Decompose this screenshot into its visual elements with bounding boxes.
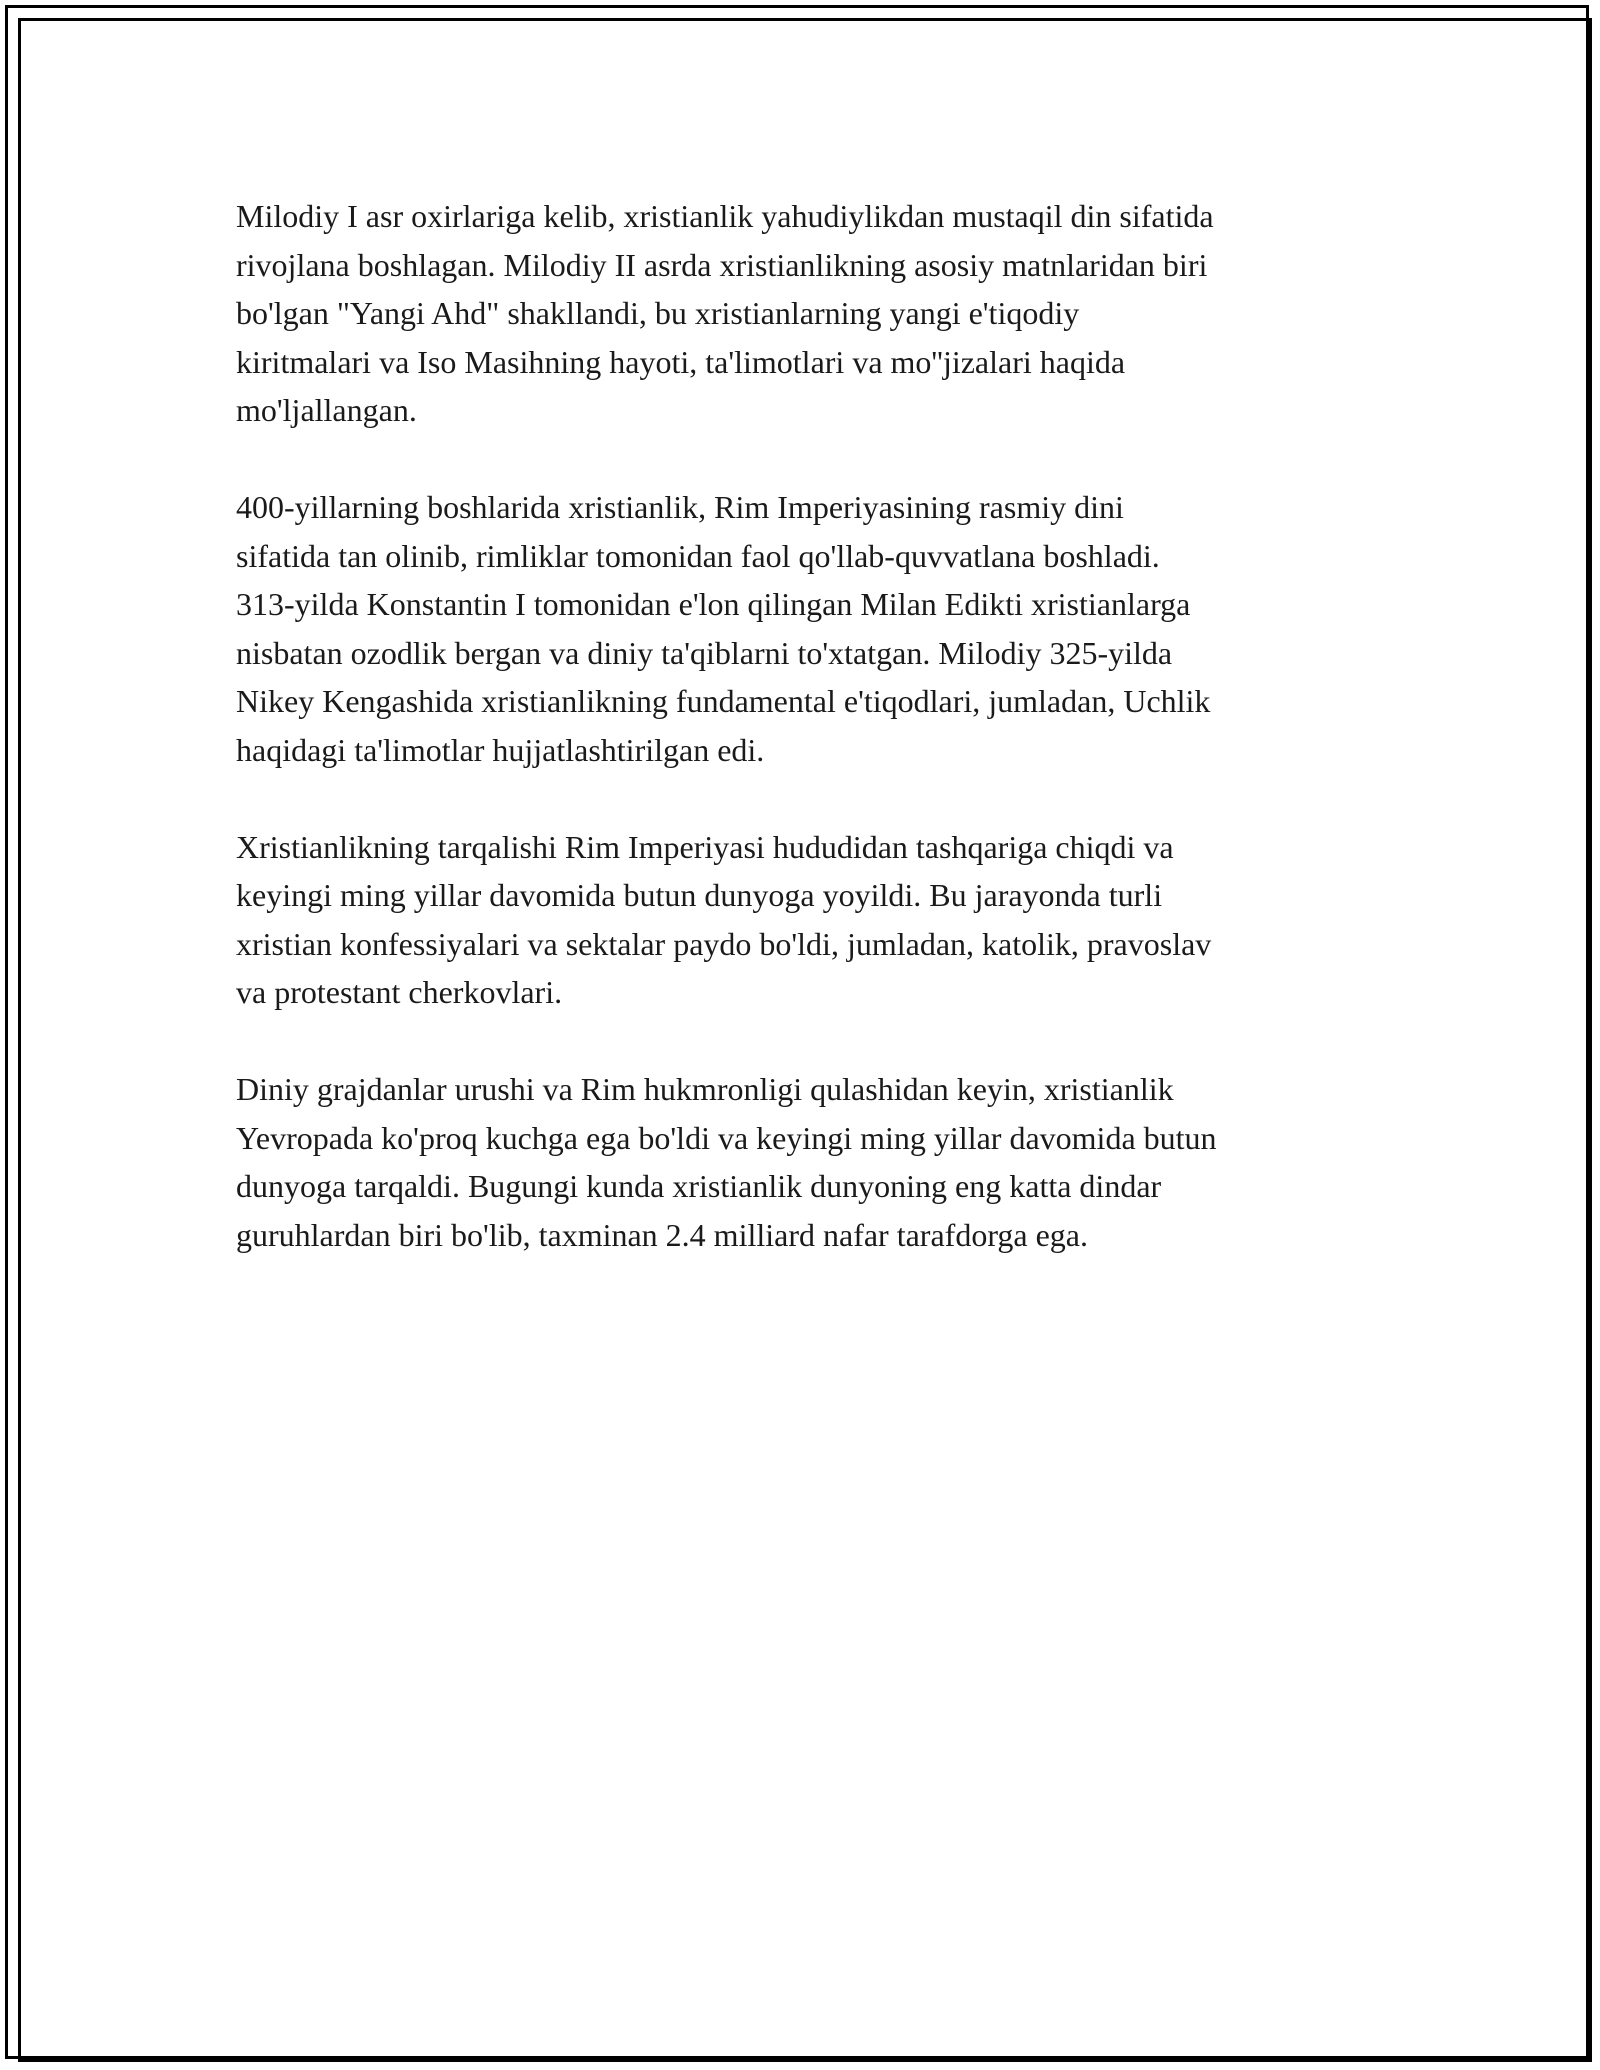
text-line: va protestant cherkovlari.: [236, 974, 563, 1010]
text-line: Nikey Kengashida xristianlikning fundamental e'tiqodlari, jumladan, Uchlik: [236, 683, 1211, 719]
text-line: dunyoga tarqaldi. Bugungi kunda xristianlik dunyoning eng katta dindar: [236, 1168, 1162, 1204]
text-line: Milodiy I asr oxirlariga kelib, xristianlik yahudiylikdan mustaqil din sifatida: [236, 198, 1214, 234]
text-line: Xristianlikning tarqalishi Rim Imperiyasi hududidan tashqariga chiqdi va: [236, 828, 1174, 865]
text-line: 313-yilda Konstantin I tomonidan e'lon qilingan Milan Edikti xristianlarga: [236, 586, 1191, 622]
text-line: haqidagi ta'limotlar hujjatlashtirilgan edi.: [236, 731, 765, 768]
text-line: keyingi ming yillar davomida butun dunyoga yoyildi. Bu jarayonda turli: [236, 877, 1163, 913]
document-body: [236, 192, 1366, 1259]
text-line: 400-yillarning boshlarida xristianlik, Rim Imperiyasining rasmiy dini: [236, 489, 1124, 525]
text-line: sifatida tan olinib, rimliklar tomonidan faol qo'llab-quvvatlana boshladi.: [236, 537, 1160, 574]
text-line: mo'ljallangan.: [236, 392, 417, 428]
text-line: guruhlardan biri bo'lib, taxminan 2.4 milliard nafar tarafdorga ega.: [236, 1216, 1088, 1253]
paragraph-2: [236, 483, 1366, 774]
text-line: Diniy grajdanlar urushi va Rim hukmronligi qulashidan keyin, xristianlik: [236, 1071, 1174, 1107]
text-line: kiritmalari va Iso Masihning hayoti, ta'limotlari va mo''jizalari haqida: [236, 343, 1126, 380]
text-line: Yevropada ko'proq kuchga ega bo'ldi va keyingi ming yillar davomida butun: [236, 1119, 1217, 1156]
paragraph-1: [236, 192, 1366, 435]
text-line: rivojlana boshlagan. Milodiy II asrda xristianlikning asosiy matnlaridan biri: [236, 246, 1208, 283]
text-line: xristian konfessiyalari va sektalar paydo bo'ldi, jumladan, katolik, pravoslav: [236, 925, 1212, 962]
paragraph-4: [236, 1065, 1366, 1259]
text-line: bo'lgan "Yangi Ahd" shakllandi, bu xristianlarning yangi e'tiqodiy: [236, 295, 1080, 331]
text-line: nisbatan ozodlik bergan va diniy ta'qiblarni to'xtatgan. Milodiy 325-yilda: [236, 634, 1173, 671]
paragraph-3: [236, 823, 1366, 1017]
